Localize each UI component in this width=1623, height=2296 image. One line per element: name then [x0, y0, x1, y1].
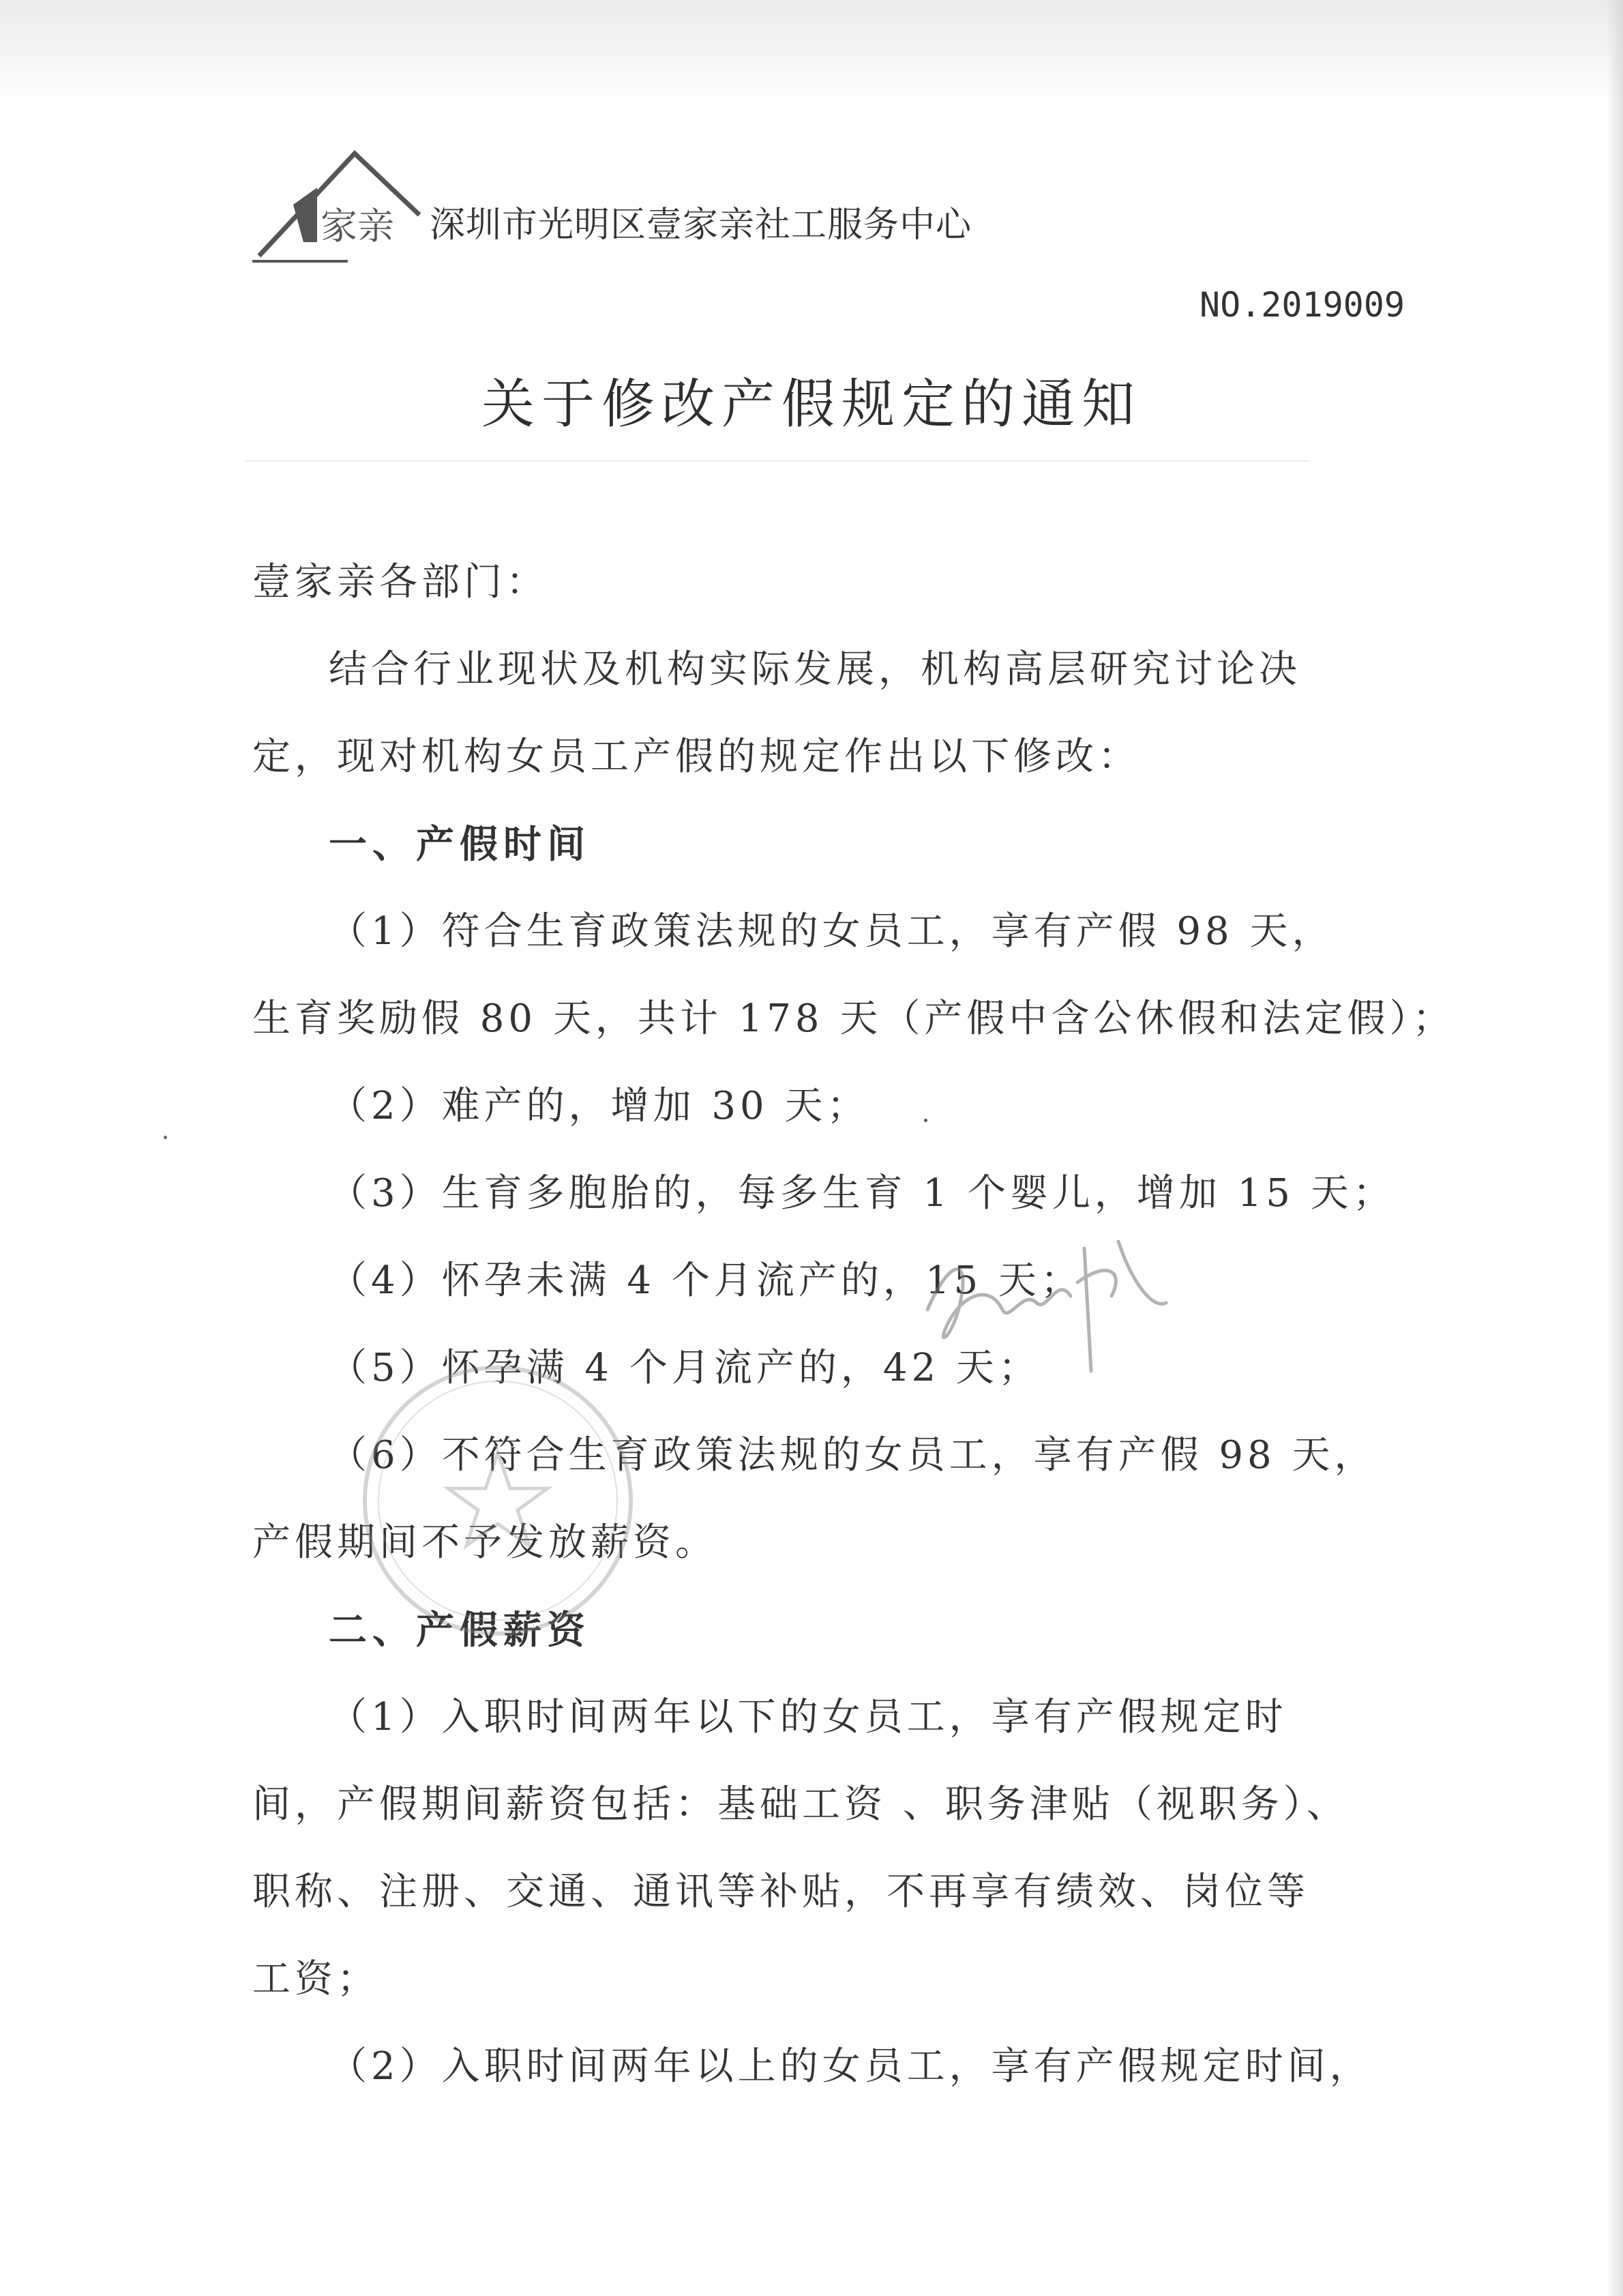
body-line: （6）不符合生育政策法规的女员工，享有产假 98 天，	[329, 1433, 1377, 1477]
salutation: 壹家亲各部门：	[252, 560, 548, 604]
scan-edge	[1607, 0, 1623, 2296]
body-line: 定，现对机构女员工产假的规定作出以下修改：	[252, 735, 1140, 779]
body-line: （2）难产的，增加 30 天；	[329, 1084, 869, 1128]
organization-logo	[252, 140, 423, 269]
section-heading: 一、产假时间	[329, 822, 591, 867]
document-number: NO.2019009	[1199, 285, 1405, 325]
body-line: （1）入职时间两年以下的女员工，享有产假规定时	[329, 1695, 1287, 1739]
body-line: 产假期间不予发放薪资。	[252, 1520, 717, 1565]
document-title: 关于修改产假规定的通知	[481, 374, 1142, 435]
body-line: 工资；	[252, 1957, 379, 2001]
body-line: 结合行业现状及机构实际发展，机构高层研究讨论决	[329, 647, 1301, 692]
seal-stamp	[355, 1357, 641, 1644]
scan-shadow	[0, 0, 1623, 102]
body-line: 间，产假期间薪资包括：基础工资 、职务津贴（视职务）、	[252, 1782, 1349, 1827]
body-line: （5）怀孕满 4 个月流产的，42 天；	[329, 1346, 1041, 1390]
organization-name: 深圳市光明区壹家亲社工服务中心	[430, 205, 972, 246]
body-line: （4）怀孕未满 4 个月流产的，15 天；	[329, 1259, 1083, 1303]
scan-artifact-line	[245, 460, 1309, 462]
handwritten-signature	[907, 1201, 1193, 1405]
body-line: 生育奖励假 80 天，共计 178 天（产假中含公休假和法定假）；	[252, 997, 1455, 1041]
section-heading: 二、产假薪资	[329, 1608, 591, 1653]
body-line: （2）入职时间两年以上的女员工，享有产假规定时间，	[329, 2044, 1372, 2089]
body-line: （1）符合生育政策法规的女员工，享有产假 98 天，	[329, 909, 1335, 954]
document-body	[252, 539, 1455, 2110]
logo-lettering: 家亲	[321, 205, 394, 248]
letterhead	[252, 140, 1207, 269]
body-line: 职称、注册、交通、通讯等补贴，不再享有绩效、岗位等	[252, 1870, 1309, 1914]
body-line: （3）生育多胞胎的，每多生育 1 个婴儿，增加 15 天；	[329, 1171, 1395, 1216]
scan-artifact-dot	[164, 1136, 167, 1139]
